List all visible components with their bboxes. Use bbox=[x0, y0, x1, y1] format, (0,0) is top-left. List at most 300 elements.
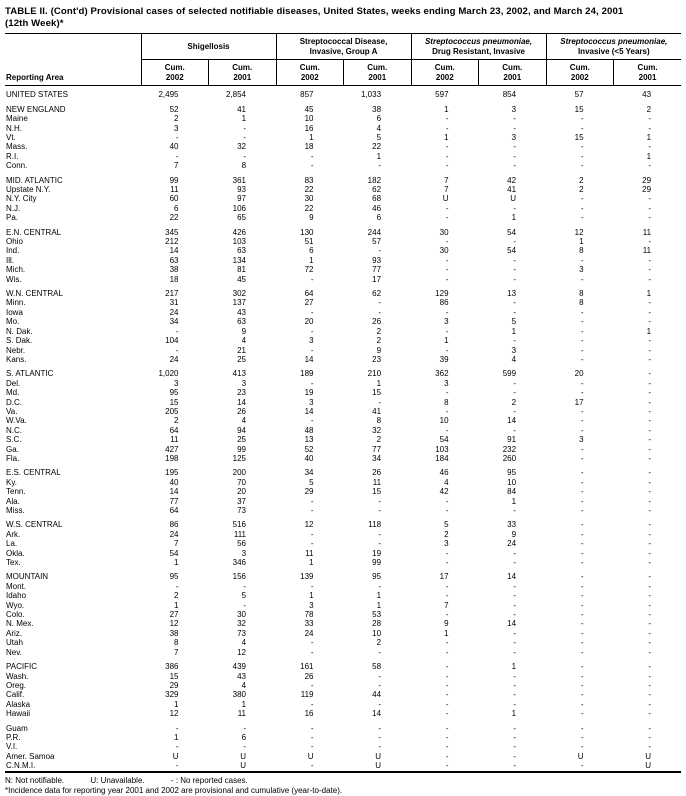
value-cell: - bbox=[175, 132, 179, 142]
value-cell: 41 bbox=[507, 185, 517, 194]
value-cell: - bbox=[580, 453, 584, 463]
table-row bbox=[5, 445, 681, 454]
value-cell: - bbox=[648, 548, 652, 558]
value-cell: - bbox=[648, 453, 652, 463]
reporting-area-cell: V.I. bbox=[6, 742, 18, 752]
value-cell: - bbox=[445, 161, 449, 171]
value-cell: 6 bbox=[376, 114, 382, 124]
value-cell: 23 bbox=[372, 354, 382, 364]
value-cell: 3 bbox=[579, 265, 584, 275]
table-row bbox=[5, 284, 681, 298]
table-row bbox=[5, 638, 681, 647]
value-cell: - bbox=[580, 581, 584, 591]
value-cell: - bbox=[310, 378, 314, 388]
value-cell: - bbox=[513, 751, 517, 761]
value-cell: 51 bbox=[304, 237, 314, 247]
value-cell: - bbox=[445, 680, 449, 690]
value-cell: 24 bbox=[169, 529, 179, 539]
value-cell: - bbox=[243, 581, 247, 591]
value-cell: 854 bbox=[502, 90, 517, 100]
value-cell: 7 bbox=[444, 175, 449, 185]
value-cell: 73 bbox=[237, 506, 247, 515]
value-cell: 1 bbox=[444, 628, 449, 638]
reporting-area-cell: Nev. bbox=[6, 647, 22, 657]
value-cell: 3 bbox=[174, 123, 179, 133]
value-cell: - bbox=[378, 680, 382, 690]
value-cell: - bbox=[648, 406, 652, 416]
value-cell: - bbox=[580, 345, 584, 355]
reporting-area-cell: W.Va. bbox=[6, 416, 27, 426]
value-cell: - bbox=[445, 548, 449, 558]
value-cell: - bbox=[648, 487, 652, 497]
table-row bbox=[5, 530, 681, 539]
table-row bbox=[5, 185, 681, 194]
value-cell: - bbox=[445, 496, 449, 506]
value-cell: - bbox=[310, 723, 314, 733]
value-cell: 29 bbox=[642, 175, 652, 185]
value-cell: - bbox=[445, 671, 449, 681]
value-cell: - bbox=[310, 416, 314, 426]
value-cell: - bbox=[378, 161, 382, 171]
value-cell: - bbox=[580, 161, 584, 171]
value-cell: 54 bbox=[169, 548, 179, 558]
value-cell: 32 bbox=[237, 142, 247, 152]
reporting-area-cell: Amer. Samoa bbox=[6, 751, 55, 761]
value-cell: - bbox=[648, 203, 652, 213]
value-cell: 1 bbox=[376, 591, 382, 601]
group-label: Streptococcal Disease, bbox=[299, 36, 388, 46]
table-row bbox=[5, 591, 681, 600]
table-row bbox=[5, 426, 681, 435]
reporting-area-cell: N.C. bbox=[6, 425, 22, 435]
value-cell: 42 bbox=[507, 175, 517, 185]
value-cell: 68 bbox=[372, 194, 382, 204]
value-cell: - bbox=[310, 742, 314, 752]
value-cell: 17 bbox=[372, 274, 382, 284]
value-cell: 30 bbox=[439, 227, 449, 237]
value-cell: - bbox=[310, 699, 314, 709]
value-cell: 27 bbox=[169, 610, 179, 620]
value-cell: - bbox=[513, 307, 517, 317]
value-cell: - bbox=[648, 265, 652, 275]
reporting-area-cell: Ind. bbox=[6, 246, 20, 256]
reporting-area-cell: Del. bbox=[6, 378, 21, 388]
table-row bbox=[5, 681, 681, 690]
value-cell: 29 bbox=[169, 680, 179, 690]
value-cell: 4 bbox=[241, 680, 247, 690]
value-cell: 44 bbox=[372, 690, 382, 700]
value-cell: 8 bbox=[444, 397, 449, 407]
value-cell: 46 bbox=[439, 468, 449, 478]
disease-table bbox=[5, 33, 681, 773]
value-cell: - bbox=[513, 142, 517, 152]
value-cell: 361 bbox=[232, 175, 247, 185]
value-cell: - bbox=[445, 265, 449, 275]
value-cell: 134 bbox=[232, 255, 247, 265]
value-cell: - bbox=[648, 699, 652, 709]
value-cell: 3 bbox=[241, 548, 247, 558]
value-cell: 427 bbox=[165, 444, 179, 454]
value-cell: - bbox=[513, 647, 517, 657]
value-cell: - bbox=[580, 274, 584, 284]
value-cell: - bbox=[580, 761, 584, 771]
value-cell: 99 bbox=[169, 175, 179, 185]
value-cell: 24 bbox=[169, 307, 179, 317]
table-title-line2: (12th Week)* bbox=[5, 17, 64, 29]
value-cell: 12 bbox=[574, 227, 584, 237]
table-row bbox=[5, 690, 681, 699]
reporting-area-cell: Calif. bbox=[6, 690, 25, 700]
value-cell: - bbox=[648, 354, 652, 364]
value-cell: 3 bbox=[511, 104, 517, 114]
value-cell: 11 bbox=[170, 435, 179, 445]
value-cell: - bbox=[580, 255, 584, 265]
value-cell: U bbox=[510, 194, 517, 204]
table-row bbox=[5, 700, 681, 709]
table-row bbox=[5, 539, 681, 548]
value-cell: 25 bbox=[237, 435, 247, 445]
value-cell: 62 bbox=[372, 185, 382, 194]
value-cell: - bbox=[580, 425, 584, 435]
value-cell: - bbox=[648, 477, 652, 487]
value-cell: - bbox=[648, 742, 652, 752]
value-cell: - bbox=[310, 680, 314, 690]
value-cell: - bbox=[580, 628, 584, 638]
value-cell: 70 bbox=[237, 477, 247, 487]
value-cell: 1 bbox=[376, 151, 382, 161]
value-cell: - bbox=[648, 600, 652, 610]
table-row bbox=[5, 478, 681, 487]
value-cell: - bbox=[513, 237, 517, 247]
table-row bbox=[5, 256, 681, 265]
value-cell: - bbox=[648, 539, 652, 549]
table-row bbox=[5, 327, 681, 336]
value-cell: U bbox=[645, 761, 652, 771]
value-cell: 30 bbox=[304, 194, 314, 204]
value-cell: - bbox=[513, 628, 517, 638]
value-cell: 11 bbox=[237, 709, 247, 719]
value-cell: 5 bbox=[241, 591, 247, 601]
value-cell: - bbox=[513, 203, 517, 213]
value-cell: - bbox=[378, 732, 382, 742]
value-cell: 29 bbox=[304, 487, 314, 497]
reporting-area-cell: Nebr. bbox=[6, 345, 26, 355]
reporting-area-cell: Mich. bbox=[6, 265, 26, 275]
value-cell: 14 bbox=[507, 416, 517, 426]
value-cell: - bbox=[445, 690, 449, 700]
value-cell: 2 bbox=[444, 529, 449, 539]
value-cell: - bbox=[580, 662, 584, 672]
value-cell: 9 bbox=[444, 619, 449, 629]
value-cell: 52 bbox=[304, 444, 314, 454]
value-cell: 302 bbox=[232, 289, 247, 299]
reporting-area-cell: Va. bbox=[6, 406, 18, 416]
reporting-area-cell: Oreg. bbox=[6, 680, 27, 690]
value-cell: 1 bbox=[511, 709, 517, 719]
value-cell: 81 bbox=[237, 265, 247, 275]
value-cell: - bbox=[648, 416, 652, 426]
value-cell: 1 bbox=[511, 213, 517, 223]
value-cell: - bbox=[445, 213, 449, 223]
reporting-area-cell: S.C. bbox=[6, 435, 22, 445]
value-cell: 3 bbox=[241, 378, 247, 388]
value-cell: - bbox=[580, 610, 584, 620]
value-cell: 184 bbox=[435, 453, 449, 463]
value-cell: 11 bbox=[642, 246, 652, 256]
value-cell: 28 bbox=[372, 619, 382, 629]
reporting-area-cell: Ark. bbox=[6, 529, 21, 539]
legend-line bbox=[5, 776, 681, 786]
value-cell: - bbox=[175, 761, 179, 771]
value-cell: 20 bbox=[304, 317, 314, 327]
value-cell: - bbox=[310, 506, 314, 515]
value-cell: - bbox=[648, 506, 652, 515]
reporting-area-cell: Okla. bbox=[6, 548, 25, 558]
reporting-area-cell: Md. bbox=[6, 388, 20, 398]
value-cell: - bbox=[580, 406, 584, 416]
value-cell: 1 bbox=[174, 558, 179, 568]
reporting-area-cell: PACIFIC bbox=[6, 662, 37, 672]
value-cell: 1 bbox=[511, 662, 517, 672]
table-row bbox=[5, 152, 681, 161]
value-cell: 10 bbox=[304, 114, 314, 124]
reporting-area-cell: Utah bbox=[6, 638, 23, 648]
value-cell: 1 bbox=[309, 255, 314, 265]
value-cell: 72 bbox=[304, 265, 314, 275]
value-cell: 1 bbox=[376, 600, 382, 610]
value-cell: - bbox=[513, 742, 517, 752]
value-cell: 24 bbox=[304, 628, 314, 638]
value-cell: - bbox=[513, 378, 517, 388]
reporting-area-cell: Wis. bbox=[6, 274, 22, 284]
value-cell: - bbox=[310, 151, 314, 161]
value-cell: 14 bbox=[169, 246, 179, 256]
table-row bbox=[5, 567, 681, 581]
value-cell: - bbox=[310, 732, 314, 742]
value-cell: - bbox=[648, 520, 652, 530]
table-row bbox=[5, 435, 681, 444]
value-cell: 42 bbox=[439, 487, 449, 497]
value-cell: 94 bbox=[237, 425, 247, 435]
value-cell: - bbox=[378, 246, 382, 256]
value-cell: 77 bbox=[169, 496, 179, 506]
value-cell: 38 bbox=[169, 628, 179, 638]
legend-not-notifiable: N: Not notifiable. bbox=[5, 775, 65, 785]
value-cell: 1 bbox=[309, 132, 314, 142]
value-cell: - bbox=[310, 539, 314, 549]
value-cell: 6 bbox=[376, 213, 382, 223]
value-cell: 137 bbox=[232, 298, 247, 308]
value-cell: 2 bbox=[174, 416, 179, 426]
reporting-area-cell: N.Y. City bbox=[6, 194, 37, 204]
value-cell: 77 bbox=[372, 265, 382, 275]
reporting-area-cell: Mass. bbox=[6, 142, 28, 152]
value-cell: - bbox=[580, 354, 584, 364]
value-cell: - bbox=[378, 397, 382, 407]
value-cell: 1 bbox=[309, 591, 314, 601]
value-cell: 91 bbox=[507, 435, 517, 445]
value-cell: - bbox=[580, 647, 584, 657]
value-cell: 17 bbox=[439, 572, 449, 582]
value-cell: - bbox=[580, 680, 584, 690]
reporting-area-cell: E.N. CENTRAL bbox=[6, 227, 62, 237]
value-cell: 8 bbox=[174, 638, 179, 648]
value-cell: - bbox=[648, 732, 652, 742]
value-cell: 64 bbox=[304, 289, 314, 299]
value-cell: - bbox=[580, 203, 584, 213]
table-row bbox=[5, 619, 681, 628]
value-cell: 26 bbox=[372, 317, 382, 327]
value-cell: - bbox=[445, 274, 449, 284]
reporting-area-cell: Ky. bbox=[6, 477, 17, 487]
reporting-area-cell: La. bbox=[6, 539, 18, 549]
table-row bbox=[5, 124, 681, 133]
value-cell: - bbox=[513, 151, 517, 161]
value-cell: - bbox=[648, 237, 652, 247]
value-cell: 73 bbox=[237, 628, 247, 638]
value-cell: 7 bbox=[174, 539, 179, 549]
table-row bbox=[5, 223, 681, 237]
value-cell: 4 bbox=[241, 416, 247, 426]
value-cell: 57 bbox=[372, 237, 382, 247]
value-cell: - bbox=[580, 699, 584, 709]
value-cell: - bbox=[580, 142, 584, 152]
value-cell: 2 bbox=[646, 104, 652, 114]
value-cell: 12 bbox=[304, 520, 314, 530]
table-row bbox=[5, 388, 681, 397]
value-cell: 11 bbox=[642, 227, 652, 237]
reporting-area-cell: Idaho bbox=[6, 591, 27, 601]
value-cell: - bbox=[445, 638, 449, 648]
value-cell: - bbox=[513, 425, 517, 435]
value-cell: U bbox=[375, 761, 382, 771]
value-cell: 15 bbox=[169, 671, 179, 681]
reporting-area-cell: Iowa bbox=[6, 307, 23, 317]
value-cell: 1 bbox=[241, 699, 247, 709]
value-cell: - bbox=[513, 255, 517, 265]
value-cell: 14 bbox=[304, 354, 314, 364]
value-cell: - bbox=[648, 662, 652, 672]
value-cell: 30 bbox=[439, 246, 449, 256]
reporting-area-cell: Colo. bbox=[6, 610, 25, 620]
sub-header-cum-2001: Cum. 2001 bbox=[479, 60, 547, 86]
value-cell: 3 bbox=[579, 435, 584, 445]
group-label: Streptococcus pneumoniae, bbox=[560, 36, 668, 46]
value-cell: 1 bbox=[444, 336, 449, 346]
value-cell: - bbox=[378, 742, 382, 752]
value-cell: 362 bbox=[435, 369, 449, 379]
table-row bbox=[5, 515, 681, 529]
value-cell: 31 bbox=[169, 298, 179, 308]
group-label: Streptococcus pneumoniae, bbox=[424, 36, 533, 46]
value-cell: - bbox=[445, 406, 449, 416]
value-cell: - bbox=[175, 742, 179, 752]
value-cell: 27 bbox=[304, 298, 314, 308]
value-cell: 86 bbox=[169, 520, 179, 530]
sub-header-cum-2001: Cum. 2001 bbox=[344, 60, 412, 86]
value-cell: 2 bbox=[511, 397, 517, 407]
value-cell: - bbox=[648, 255, 652, 265]
value-cell: - bbox=[378, 647, 382, 657]
value-cell: - bbox=[378, 671, 382, 681]
value-cell: 182 bbox=[367, 175, 382, 185]
reporting-area-cell: S. ATLANTIC bbox=[6, 369, 54, 379]
value-cell: - bbox=[445, 647, 449, 657]
value-cell: 84 bbox=[507, 487, 517, 497]
table-row bbox=[5, 582, 681, 591]
value-cell: 129 bbox=[435, 289, 449, 299]
reporting-area-cell: Wash. bbox=[6, 671, 29, 681]
value-cell: - bbox=[648, 435, 652, 445]
value-cell: 125 bbox=[232, 453, 247, 463]
value-cell: 1,033 bbox=[361, 90, 382, 100]
value-cell: - bbox=[580, 732, 584, 742]
value-cell: 78 bbox=[304, 610, 314, 620]
value-cell: 1 bbox=[309, 558, 314, 568]
value-cell: - bbox=[513, 123, 517, 133]
value-cell: 14 bbox=[507, 619, 517, 629]
value-cell: 10 bbox=[439, 416, 449, 426]
value-cell: 65 bbox=[237, 213, 247, 223]
value-cell: 2 bbox=[376, 326, 382, 336]
reporting-area-cell: D.C. bbox=[6, 397, 22, 407]
value-cell: - bbox=[580, 496, 584, 506]
value-cell: 11 bbox=[305, 548, 314, 558]
value-cell: 106 bbox=[232, 203, 247, 213]
value-cell: 64 bbox=[169, 425, 179, 435]
value-cell: 15 bbox=[574, 104, 584, 114]
value-cell: - bbox=[648, 307, 652, 317]
value-cell: 3 bbox=[444, 378, 449, 388]
value-cell: - bbox=[243, 123, 247, 133]
value-cell: - bbox=[513, 581, 517, 591]
value-cell: 18 bbox=[169, 274, 179, 284]
value-cell: 2 bbox=[174, 591, 179, 601]
value-cell: 11 bbox=[372, 477, 382, 487]
value-cell: 4 bbox=[241, 336, 247, 346]
value-cell: - bbox=[513, 671, 517, 681]
value-cell: - bbox=[648, 619, 652, 629]
value-cell: U bbox=[307, 751, 314, 761]
value-cell: - bbox=[648, 723, 652, 733]
incidence-note: *Incidence data for reporting year 2001 and 2002 are provisional and cumulative (year-to-date). bbox=[5, 785, 343, 795]
value-cell: 93 bbox=[372, 255, 382, 265]
reporting-area-cell: Ala. bbox=[6, 496, 20, 506]
reporting-area-cell: S. Dak. bbox=[6, 336, 33, 346]
value-cell: - bbox=[648, 444, 652, 454]
value-cell: - bbox=[580, 213, 584, 223]
value-cell: - bbox=[580, 487, 584, 497]
value-cell: 7 bbox=[444, 600, 449, 610]
value-cell: - bbox=[580, 690, 584, 700]
value-cell: 6 bbox=[309, 246, 314, 256]
value-cell: - bbox=[445, 425, 449, 435]
value-cell: 43 bbox=[642, 90, 652, 100]
value-cell: 40 bbox=[169, 142, 179, 152]
value-cell: - bbox=[378, 506, 382, 515]
reporting-area-cell: Fla. bbox=[6, 453, 20, 463]
value-cell: - bbox=[310, 161, 314, 171]
value-cell: 12 bbox=[169, 619, 179, 629]
col-header-pneumoniae-drug-resistant: Streptococcus pneumoniae, Drug Resistant, Invasive bbox=[411, 33, 546, 59]
value-cell: 38 bbox=[169, 265, 179, 275]
value-cell: - bbox=[310, 345, 314, 355]
table-row bbox=[5, 298, 681, 307]
value-cell: 6 bbox=[174, 203, 179, 213]
value-cell: - bbox=[648, 298, 652, 308]
value-cell: 1 bbox=[579, 237, 584, 247]
value-cell: - bbox=[310, 529, 314, 539]
